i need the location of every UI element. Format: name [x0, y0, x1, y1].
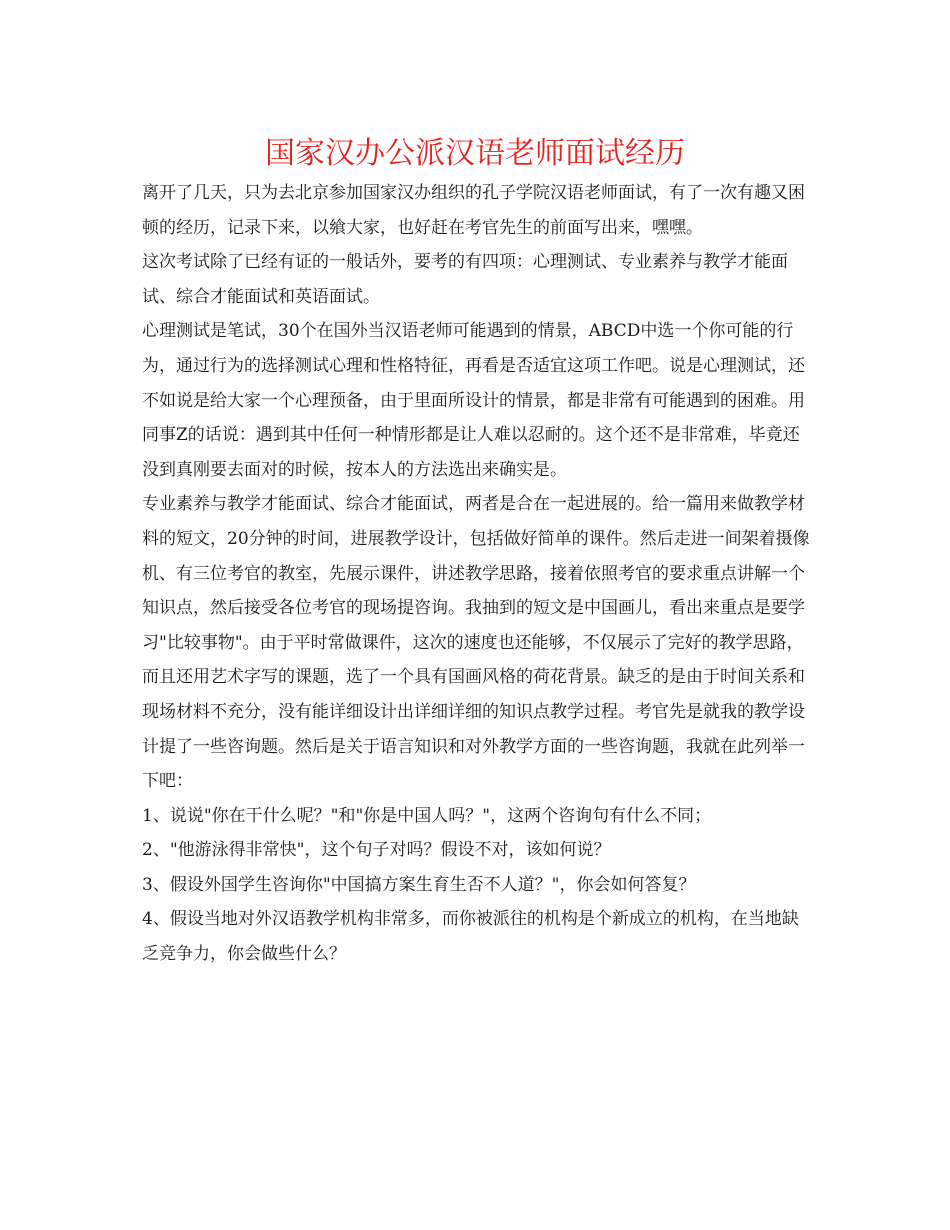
list-item-question-1: 1、说说"你在干什么呢？"和"你是中国人吗？"，这两个咨询句有什么不同；: [142, 805, 712, 826]
paragraph-exam-items: 这次考试除了已经有证的一般话外，要考的有四项：心理测试、专业素养与教学才能面试、综合才能面试和英语面试。: [142, 252, 788, 307]
paragraph-teaching-interview: 专业素养与教学才能面试、综合才能面试，两者是合在一起进展的。给一篇用来做教学材料的短文，20分钟的时间，进展教学设计，包括做好简单的课件。然后走进一间架着摄像机、有三位考官的教室，先展示课件，讲述教学思路，接着依照考官的要求重点讲解一个知识点，然后接受各位考官的现场提咨询。我抽到的短文是中国画儿，看出来重点是要学习"比较事物"。由于平时常做课件，这次的速度也还能够，不仅展示了完好的教学思路，而且还用艺术字写的课题，选了一个具有国画风格的荷花背景。缺乏的是由于时间关系和现场材料不充分，没有能详细设计出详细详细的知识点教学过程。考官先是就我的教学设计提了一些咨询题。然后是关于语言知识和对外教学方面的一些咨询题，我就在此列举一下吧：: [142, 494, 810, 792]
list-item-question-2: 2、"他游泳得非常快"，这个句子对吗？假设不对，该如何说？: [142, 840, 611, 861]
document-body: [142, 176, 810, 972]
list-item-question-4: 4、假设当地对外汉语教学机构非常多，而你被派往的机构是个新成立的机构，在当地缺乏竞争力，你会做些什么？: [142, 909, 799, 965]
paragraph-psych-test: 心理测试是笔试，30个在国外当汉语老师可能遇到的情景，ABCD中选一个你可能的行为，通过行为的选择测试心理和性格特征，再看是否适宜这项工作吧。说是心理测试，还不如说是给大家一个心理预备，由于里面所设计的情景，都是非常有可能遇到的困难。用同事Z的话说：遇到其中任何一种情形都是让人难以忍耐的。这个还不是非常难，毕竟还没到真刚要去面对的时候，按本人的方法选出来确实是。: [142, 321, 805, 480]
document-title: 国家汉办公派汉语老师面试经历: [265, 136, 685, 171]
paragraph-intro: 离开了几天，只为去北京参加国家汉办组织的孔子学院汉语老师面试，有了一次有趣又困顿的经历，记录下来，以飨大家，也好赶在考官先生的前面写出来，嘿嘿。: [142, 183, 805, 238]
list-item-question-3: 3、假设外国学生咨询你"中国搞方案生育生否不人道？"，你会如何答复？: [142, 874, 696, 895]
